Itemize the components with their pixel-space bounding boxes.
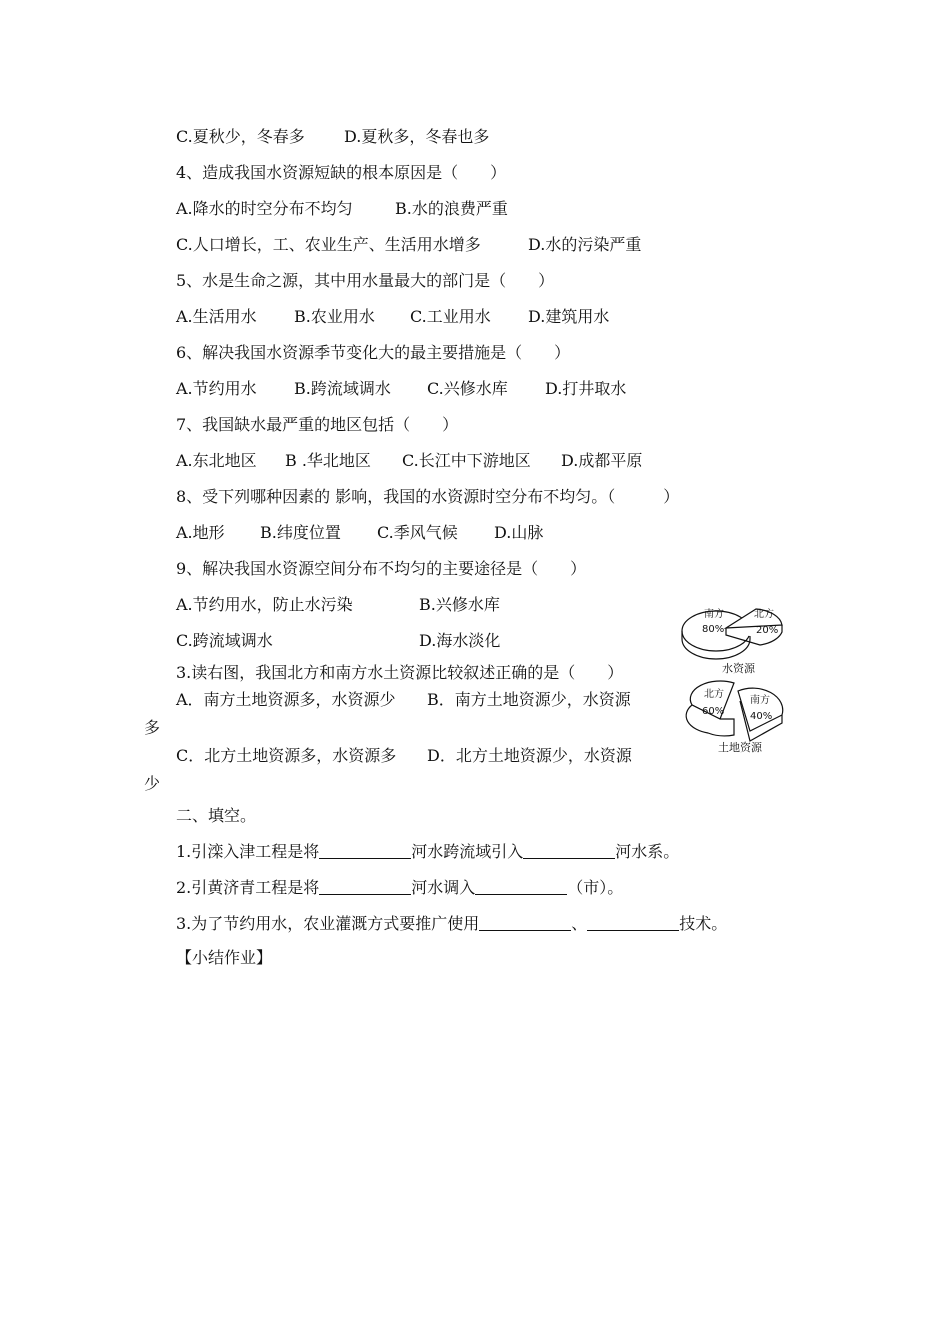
option-d: D.海水淡化 <box>419 631 501 650</box>
fill-in-2 <box>176 878 623 898</box>
q3b-option-d-wrap: 少 <box>144 774 161 793</box>
fill1-part3: 河水系。 <box>615 842 680 861</box>
resource-pie-figure <box>678 595 790 757</box>
water-south-label: 南方 <box>704 609 724 620</box>
fill2-blank-2[interactable] <box>475 878 567 895</box>
q3b-stem: 3.读右图，我国北方和南方水土资源比较叙述正确的是（ ） <box>176 663 624 682</box>
fill2-part3: （市）。 <box>567 878 624 897</box>
option-a: A.东北地区 <box>176 451 257 470</box>
section2-title: 二、填空。 <box>176 806 257 825</box>
option-a: A.降水的时空分布不均匀 <box>176 199 353 218</box>
fill1-blank-2[interactable] <box>523 842 615 859</box>
q7-stem: 7、我国缺水最严重的地区包括（ ） <box>176 415 459 434</box>
option-a: A．南方土地资源多，水资源少 <box>176 690 396 709</box>
option-a: A.地形 <box>176 523 225 542</box>
option-c: C.长江中下游地区 <box>402 451 531 470</box>
option-b: B.水的浪费严重 <box>395 199 508 218</box>
fill3-blank-2[interactable] <box>587 914 679 931</box>
option-c: C.兴修水库 <box>427 379 508 398</box>
fill2-part1: 2.引黄济青工程是将 <box>176 878 320 897</box>
option-a: A.生活用水 <box>176 307 257 326</box>
option-c: C.跨流域调水 <box>176 631 273 650</box>
fill1-part2: 河水跨流域引入 <box>411 842 524 861</box>
option-d: D.成都平原 <box>561 451 643 470</box>
option-b: B.兴修水库 <box>419 595 500 614</box>
q8-stem: 8、受下列哪种因素的 影响，我国的水资源时空分布不均匀。（ ） <box>176 487 680 506</box>
fill3-part2: 、 <box>571 914 588 933</box>
option-d: D.建筑用水 <box>528 307 610 326</box>
option-a: A.节约用水 <box>176 379 257 398</box>
land-pie-title: 土地资源 <box>718 741 762 754</box>
option-c: C．北方土地资源多，水资源多 <box>176 746 397 765</box>
q6-stem: 6、解决我国水资源季节变化大的最主要措施是（ ） <box>176 343 571 362</box>
fill3-part3: 技术。 <box>679 914 728 933</box>
water-resource-pie <box>682 607 782 675</box>
land-south-value: 40% <box>750 711 773 722</box>
option-b: B．南方土地资源少，水资源 <box>427 690 631 709</box>
option-a: A.节约用水，防止水污染 <box>176 595 353 614</box>
q3b-option-b-wrap: 多 <box>144 718 161 737</box>
option-d: D．北方土地资源少，水资源 <box>427 746 632 765</box>
fill3-blank-1[interactable] <box>479 914 571 931</box>
option-b: B.纬度位置 <box>260 523 341 542</box>
option-d: D.水的污染严重 <box>528 235 642 254</box>
land-north-value: 60% <box>702 706 725 717</box>
fill2-blank-1[interactable] <box>319 878 411 895</box>
land-resource-pie <box>686 681 783 754</box>
water-south-value: 80% <box>702 624 725 635</box>
q4-stem: 4、造成我国水资源短缺的根本原因是（ ） <box>176 163 507 182</box>
option-b: B.跨流域调水 <box>294 379 391 398</box>
option-c: C.人口增长，工、农业生产、生活用水增多 <box>176 235 481 254</box>
summary-heading: 【小结作业】 <box>176 948 273 967</box>
option-c: C.季风气候 <box>377 523 458 542</box>
fill-in-3 <box>176 914 727 934</box>
fill1-part1: 1.引滦入津工程是将 <box>176 842 320 861</box>
fill-in-1 <box>176 842 679 862</box>
fill3-part1: 3.为了节约用水，农业灌溉方式要推广使用 <box>176 914 480 933</box>
fill2-part2: 河水调入 <box>411 878 476 897</box>
option-d: D.夏秋多，冬春也多 <box>344 127 490 146</box>
fill1-blank-1[interactable] <box>319 842 411 859</box>
option-b: B .华北地区 <box>285 451 371 470</box>
option-d: D.山脉 <box>494 523 544 542</box>
q5-stem: 5、水是生命之源，其中用水量最大的部门是（ ） <box>176 271 555 290</box>
option-d: D.打井取水 <box>545 379 627 398</box>
option-c: C.夏秋少，冬春多 <box>176 127 305 146</box>
water-north-label: 北方 <box>754 609 774 620</box>
land-south-label: 南方 <box>750 695 770 706</box>
water-north-value: 20% <box>756 625 779 636</box>
option-b: B.农业用水 <box>294 307 375 326</box>
water-pie-title: 水资源 <box>722 662 755 675</box>
option-c: C.工业用水 <box>410 307 491 326</box>
land-north-label: 北方 <box>704 689 724 700</box>
q9-stem: 9、解决我国水资源空间分布不均匀的主要途径是（ ） <box>176 559 587 578</box>
